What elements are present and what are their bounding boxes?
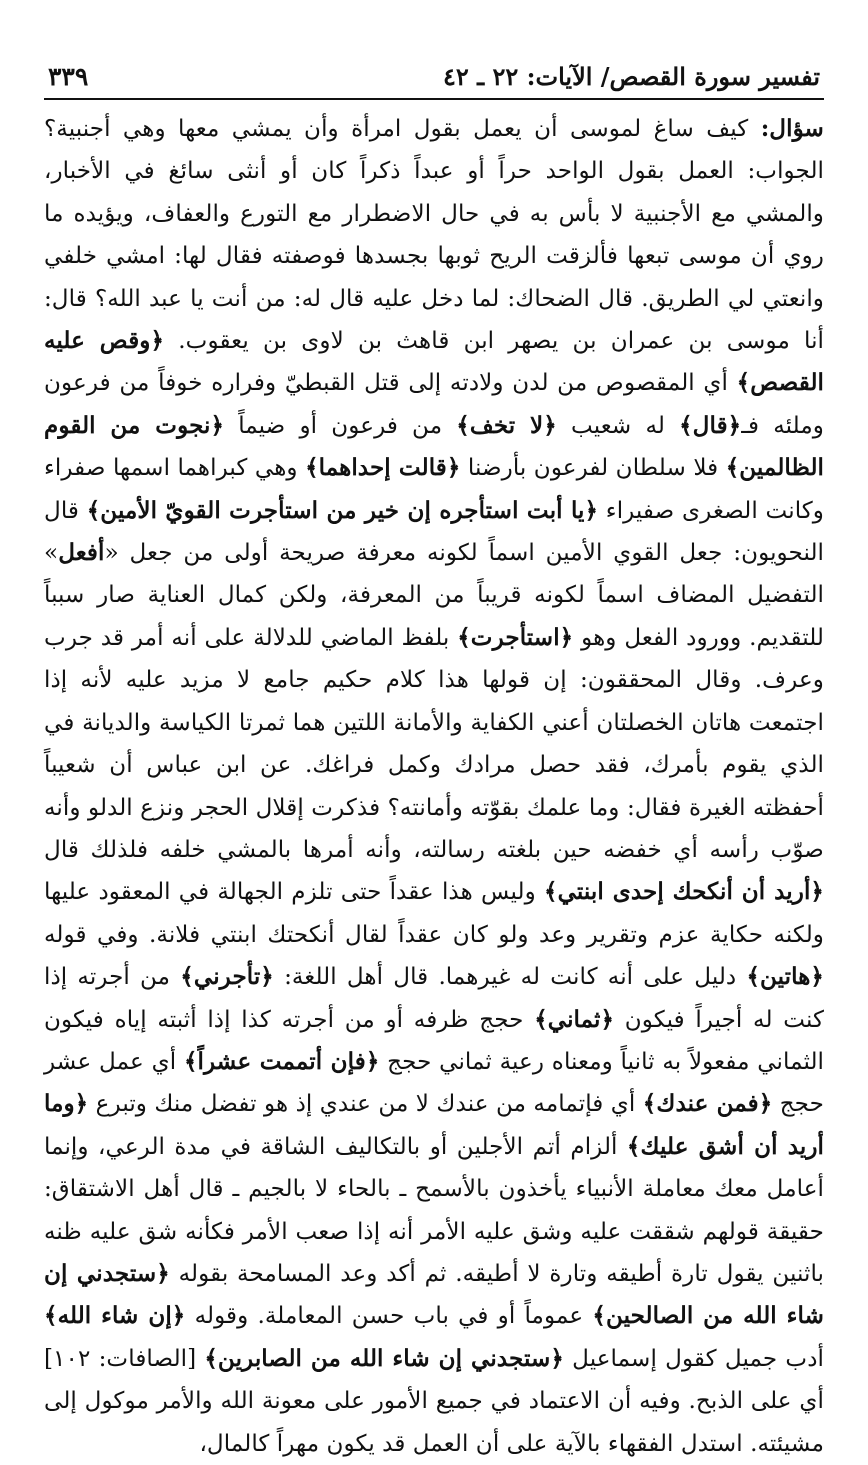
text-run: من أجرته إذا كنت له أجيراً فيكون — [44, 963, 825, 1033]
quran-quote: ﴿هاتين﴾ — [746, 963, 825, 991]
quran-quote: ﴿ثماني﴾ — [534, 1005, 615, 1033]
quran-quote: ﴿ستجدني إن شاء الله من الصالحين﴾ — [44, 1259, 825, 1330]
quran-quote: ﴿نجوت من القوم الظالمين﴾ — [44, 411, 824, 482]
running-title: تفسير سورة القصص/ الآيات: ٢٢ ـ ٤٢ — [442, 62, 820, 92]
quran-quote: ﴿إن شاء الله﴾ — [44, 1302, 186, 1330]
text-run: فلا سلطان لفرعون بأرضنا — [460, 454, 726, 482]
text-run: [الصافات: ١٠٢] أي على الذبح. وفيه أن الاعتماد في جميع الأمور على معونة الله والأمر موكول إلى مشيئته. استدل الفقهاء بالآية على أن العمل قد يكون مهراً كالمال، — [44, 1344, 824, 1457]
text-run: ألزام أتم الأجلين أو بالتكاليف الشاقة في مدة الرعي، وإنما أعامل معك معاملة الأنبياء يأخذون بالأسمح ـ بالحاء لا بالجيم ـ قال أهل الاشتقاق: حقيقة قولهم شققت عليه وشق عليه الأمر أنه إذا صعب الأمر فكأنه شق عليه ظنه باثنين يقول تارة أطيقه وتارة لا أطيقه. ثم أكد وعد المسامحة بقوله — [44, 1132, 824, 1287]
text-run: كيف ساغ لموسى أن يعمل بقول امرأة وأن يمشي معها وهي أجنبية؟ الجواب: العمل بقول الواحد حراً أو عبداً ذكراً كان أو أنثى سائغ في الأخبار، والمشي مع الأجنبية لا بأس به في حال الاضطرار مع التورع والعفاف، ويؤيده ما روي أن موسى تبعها فألزقت الريح ثوبها بجسدها فوصفته فقال لها: امشي خلفي وانعتي لي الطريق. قال الضحاك: لما دخل عليه قال له: من أنت يا عبد الله؟ قال: أنا موسى بن عمران بن يصهر ابن قاهث بن لاوى بن يعقوب. — [44, 115, 824, 355]
text-run: حجج ظرفه أو من أجرته كذا إذا أثبته إياه فيكون الثماني مفعولاً به ثانياً ومعناه رعية ثماني حجج — [44, 1005, 824, 1075]
quran-quote: ﴿وما أريد أن أشق عليك﴾ — [44, 1090, 824, 1160]
text-run: دليل على أنه كانت له غيرهما. قال أهل اللغة: — [273, 963, 747, 991]
quran-quote: ﴿وقص عليه القصص﴾ — [44, 327, 824, 397]
text-run: أي فإتمامه من عندك لا من عندي إذ هو تفضل منك وتبرع — [88, 1090, 643, 1118]
quran-quote: ﴿يا أبت استأجره إن خير من استأجرت القويّ الأمين﴾ — [86, 496, 599, 524]
quran-quote: ﴿فمن عندك﴾ — [642, 1090, 773, 1118]
text-run: أدب جميل كقول إسماعيل — [563, 1344, 824, 1372]
text-run: له شعيب — [556, 411, 680, 439]
quran-quote: ﴿استأجرت﴾ — [457, 623, 574, 651]
question-label: سؤال: — [760, 115, 824, 142]
quran-quote: ﴿أريد أن أنكحك إحدى ابنتي﴾ — [544, 878, 824, 906]
quran-quote: ﴿لا تخف﴾ — [456, 411, 557, 439]
body-text — [44, 108, 824, 1465]
text-run: من فرعون أو ضيماً — [224, 411, 457, 439]
text-run: بلفظ الماضي للدلالة على أنه أمر قد جرب وعرف. وقال المحققون: إن قولها هذا كلام حكيم جامع لا مزيد عليه لأنه إذا اجتمعت هاتان الخصلتان أعني الكفاية والأمانة اللتين هما ثمرتا الكياسة والديانة في الذي يقوم بأمرك، فقد حصل مرادك وكمل فراغك. عن ابن عباس أن شعيباً أحفظته الغيرة فقال: وما علمك بقوّته وأمانته؟ فذكرت إقلال الحجر ونزع الدلو وأنه صوّب رأسه أي خفضه حين بلغته رسالته، وأنه أمرها بالمشي خلفه فلذلك قال — [44, 623, 824, 863]
text-run: وليس هذا عقداً حتى تلزم الجهالة في المعقود عليها ولكنه حكاية عزم وتقرير وعد ولو كان عقداً لقال أنكحتك ابنتي فلانة. وفي قوله — [44, 878, 824, 948]
term: أفعل — [58, 539, 105, 567]
text-run: وهي كبراهما اسمها صفراء وكانت الصغرى صفيراء — [44, 454, 824, 524]
quran-quote: ﴿قال﴾ — [679, 411, 742, 439]
text-run: قال النحويون: جعل القوي الأمين اسماً لكونه معرفة صريحة أولى من جعل « — [44, 496, 824, 567]
quran-quote: ﴿قالت إحداهما﴾ — [305, 454, 461, 482]
text-run: أي عمل عشر حجج — [44, 1047, 824, 1118]
text-run: عموماً أو في باب حسن المعاملة. وقوله — [185, 1302, 593, 1330]
quran-quote: ﴿ستجدني إن شاء الله من الصابرين﴾ — [204, 1344, 564, 1372]
paragraph — [44, 108, 824, 1465]
text-run: أي المقصوص من لدن ولادته إلى قتل القبطيّ وفراره خوفاً من فرعون وملئه فـ — [44, 369, 824, 439]
quran-quote: ﴿تأجرني﴾ — [180, 963, 274, 991]
text-run: » التفضيل المضاف اسماً لكونه قريباً من المعرفة، ولكن كمال العناية صار سبباً للتقديم. وورود الفعل وهو — [44, 539, 824, 651]
page-header — [44, 62, 824, 100]
page-number: ٣٣٩ — [48, 62, 89, 91]
quran-quote: ﴿فإن أتممت عشراً﴾ — [183, 1047, 380, 1075]
